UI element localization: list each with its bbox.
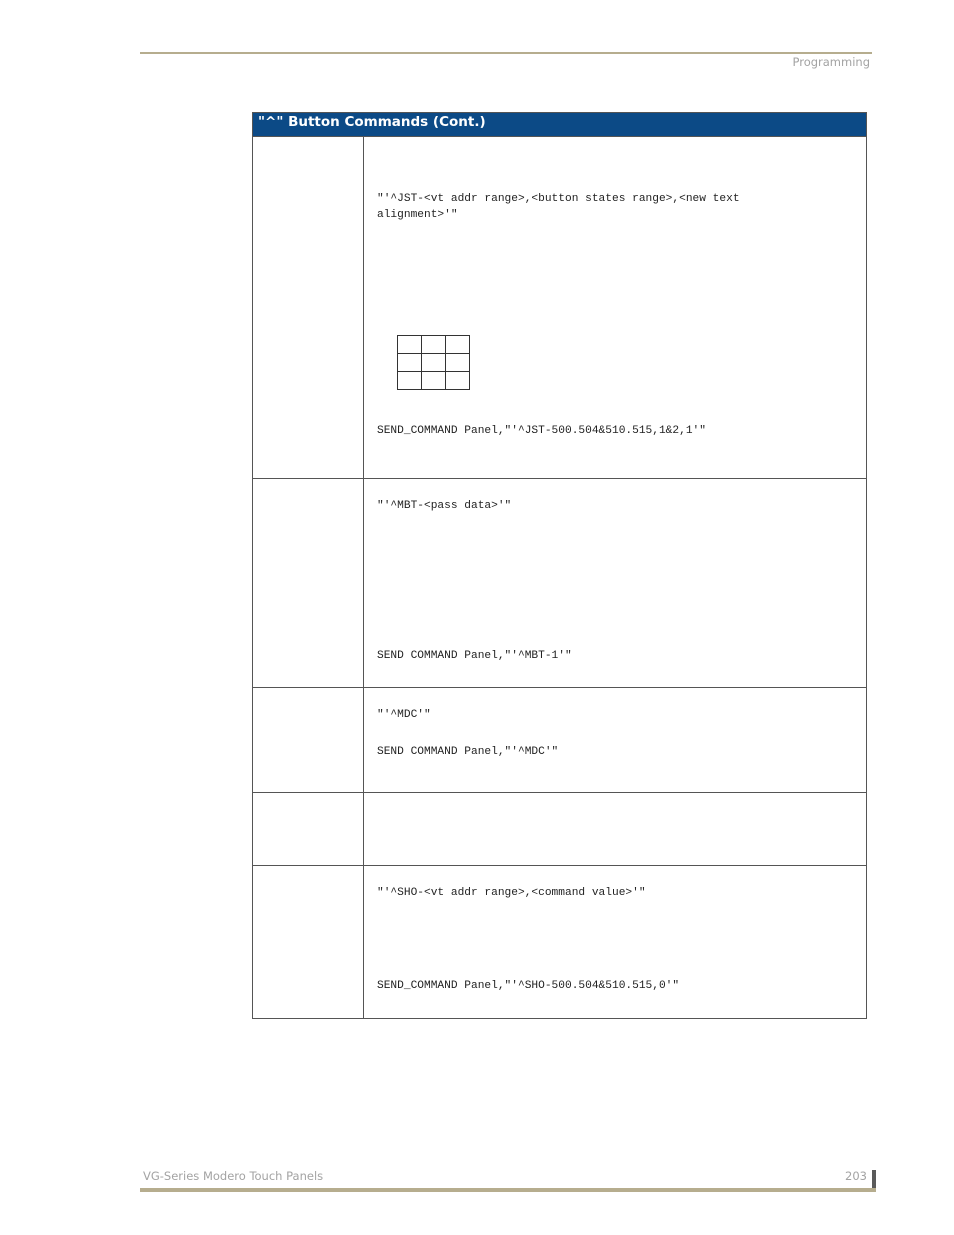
table-row-empty xyxy=(253,793,867,866)
grid-cell xyxy=(422,336,446,354)
grid-cell xyxy=(422,354,446,372)
grid-cell xyxy=(398,372,422,390)
grid-cell xyxy=(398,336,422,354)
jst-example: SEND_COMMAND Panel,"'^JST-500.504&510.515,1&2,1'" xyxy=(377,425,706,437)
table-row-jst xyxy=(253,137,867,479)
mbt-syntax: "'^MBT-<pass data>'" xyxy=(377,500,512,512)
button-commands-table xyxy=(252,112,867,1019)
header-rule xyxy=(140,52,872,54)
sho-example: SEND_COMMAND Panel,"'^SHO-500.504&510.515,0'" xyxy=(377,980,680,992)
mdc-example: SEND COMMAND Panel,"'^MDC'" xyxy=(377,746,559,758)
sho-syntax: "'^SHO-<vt addr range>,<command value>'" xyxy=(377,887,646,899)
section-label: Programming xyxy=(792,55,870,69)
table-title: "^" Button Commands (Cont.) xyxy=(253,113,867,137)
table-row-sho xyxy=(253,866,867,1019)
command-description-cell xyxy=(364,137,867,479)
grid-cell xyxy=(446,354,470,372)
table-row-mbt xyxy=(253,479,867,688)
command-name-cell xyxy=(253,866,364,1019)
grid-cell xyxy=(446,372,470,390)
alignment-grid xyxy=(397,335,470,390)
command-name-cell xyxy=(253,137,364,479)
mdc-syntax: "'^MDC'" xyxy=(377,709,431,721)
command-description-cell xyxy=(364,688,867,793)
command-name-cell xyxy=(253,793,364,866)
footer-document-title: VG-Series Modero Touch Panels xyxy=(143,1169,324,1183)
grid-cell xyxy=(398,354,422,372)
grid-cell xyxy=(446,336,470,354)
command-name-cell xyxy=(253,688,364,793)
mbt-example: SEND COMMAND Panel,"'^MBT-1'" xyxy=(377,650,572,662)
command-description-cell xyxy=(364,479,867,688)
grid-cell xyxy=(422,372,446,390)
command-description-cell xyxy=(364,866,867,1019)
jst-syntax: "'^JST-<vt addr range>,<button states range>,<new text alignment>'" xyxy=(377,193,740,221)
command-description-cell xyxy=(364,793,867,866)
footer-page-number: 203 xyxy=(845,1169,867,1183)
command-name-cell xyxy=(253,479,364,688)
table-row-mdc xyxy=(253,688,867,793)
footer-rule xyxy=(140,1188,876,1192)
